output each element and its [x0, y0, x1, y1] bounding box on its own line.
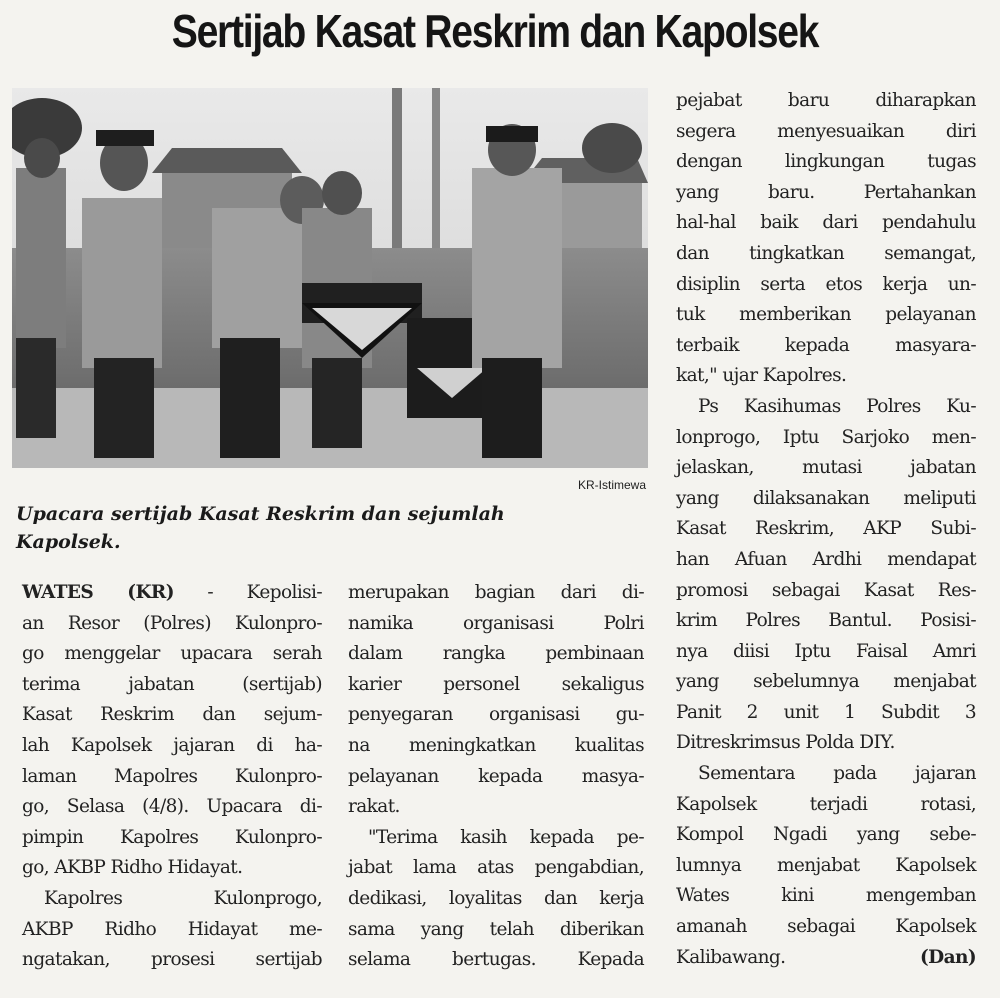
column-line: jelaskan, mutasi jabatan — [676, 457, 976, 479]
column-line: laman Mapolres Kulonpro- — [22, 765, 322, 787]
column-line: pimpin Kapolres Kulonpro- — [22, 826, 322, 848]
column-line: tuk memberikan pelayanan — [676, 304, 976, 326]
column-line: go, Selasa (4/8). Upacara di- — [22, 796, 322, 818]
column-line: Ditreskrimsus Polda DIY. — [676, 732, 895, 754]
column-line: sama yang telah diberikan — [348, 918, 644, 940]
column-line: dengan lingkungan tugas — [676, 151, 976, 173]
column-line: lumnya menjabat Kapolsek — [676, 854, 976, 876]
column-line: hal-hal baik dari pendahulu — [676, 212, 976, 234]
column-line: kat," ujar Kapolres. — [676, 365, 847, 387]
column-line: terima jabatan (sertijab) — [22, 673, 322, 695]
column-line: Wates kini mengemban — [676, 885, 976, 907]
column-line: Sementara pada jajaran — [698, 763, 976, 785]
column-line: disiplin serta etos kerja un- — [676, 273, 976, 295]
column-line: AKBP Ridho Hidayat me- — [22, 918, 322, 940]
column-line: "Terima kasih kepada pe- — [368, 826, 644, 848]
column-line: namika organisasi Polri — [348, 612, 644, 634]
article-column-1 — [22, 578, 322, 976]
caption-line-1: Upacara sertijab Kasat Reskrim dan sejumlah — [16, 503, 505, 525]
article-column-3 — [676, 86, 976, 973]
column-line: an Resor (Polres) Kulonpro- — [22, 612, 322, 634]
column-line: Kasat Reskrim dan sejum- — [22, 704, 322, 726]
column-line: promosi sebagai Kasat Res- — [676, 579, 976, 601]
column-line: han Afuan Ardhi mendapat — [676, 548, 976, 570]
column-line: merupakan bagian dari di- — [348, 582, 644, 603]
column-line: dan tingkatkan semangat, — [676, 242, 976, 264]
column-line: pelayanan kepada masya- — [348, 765, 644, 787]
column-line: pejabat baru diharapkan — [676, 90, 976, 111]
column-line — [22, 578, 322, 609]
column-line: yang sebelumnya menjabat — [676, 671, 976, 693]
column-line: krim Polres Bantul. Posisi- — [676, 610, 976, 632]
caption-line-2: Kapolsek. — [16, 531, 121, 553]
column-line: Kasat Reskrim, AKP Subi- — [676, 518, 976, 540]
column-line: Panit 2 unit 1 Subdit 3 — [676, 701, 976, 723]
column-line: na meningkatkan kualitas — [348, 734, 644, 756]
article-headline: Sertijab Kasat Reskrim dan Kapolsek — [171, 5, 819, 57]
column-line: Kompol Ngadi yang sebe- — [676, 824, 976, 846]
column-line: nya diisi Iptu Faisal Amri — [676, 640, 976, 662]
column-line: amanah sebagai Kapolsek — [676, 916, 976, 938]
column-line: penyegaran organisasi gu- — [348, 704, 644, 726]
column-line: Kapolsek terjadi rotasi, — [676, 793, 976, 815]
photo-credit: KR-Istimewa — [577, 478, 646, 492]
column-line: terbaik kepada masyara- — [676, 334, 976, 356]
column-line-rest: - Kepolisi- — [173, 582, 322, 603]
column-line — [676, 943, 976, 974]
ceremony-photo-illustration — [12, 88, 648, 468]
column-line: Kapolres Kulonprogo, — [44, 887, 322, 909]
article-photo — [12, 88, 648, 468]
author-initials: (Dan) — [920, 946, 976, 968]
column-line-text: Kalibawang. — [676, 946, 786, 968]
article-column-2 — [348, 578, 644, 976]
column-line: karier personel sekaligus — [348, 673, 644, 695]
photo-caption — [16, 500, 648, 556]
column-line: lonprogo, Iptu Sarjoko men- — [676, 426, 976, 448]
column-line: yang dilaksanakan meliputi — [676, 487, 976, 509]
column-line: selama bertugas. Kepada — [348, 949, 644, 971]
column-line: rakat. — [348, 796, 400, 818]
column-line: yang baru. Pertahankan — [676, 181, 976, 203]
column-line: dalam rangka pembinaan — [348, 643, 644, 665]
column-line: go menggelar upacara serah — [22, 643, 322, 665]
column-line: dedikasi, loyalitas dan kerja — [348, 887, 644, 909]
column-line: Ps Kasihumas Polres Ku- — [698, 395, 976, 417]
column-line: segera menyesuaikan diri — [676, 120, 976, 142]
column-line: ngatakan, prosesi sertijab — [22, 949, 322, 971]
column-line: go, AKBP Ridho Hidayat. — [22, 857, 243, 879]
dateline: WATES (KR) — [22, 582, 174, 603]
column-line: lah Kapolsek jajaran di ha- — [22, 734, 322, 756]
column-line: jabat lama atas pengabdian, — [348, 857, 644, 879]
